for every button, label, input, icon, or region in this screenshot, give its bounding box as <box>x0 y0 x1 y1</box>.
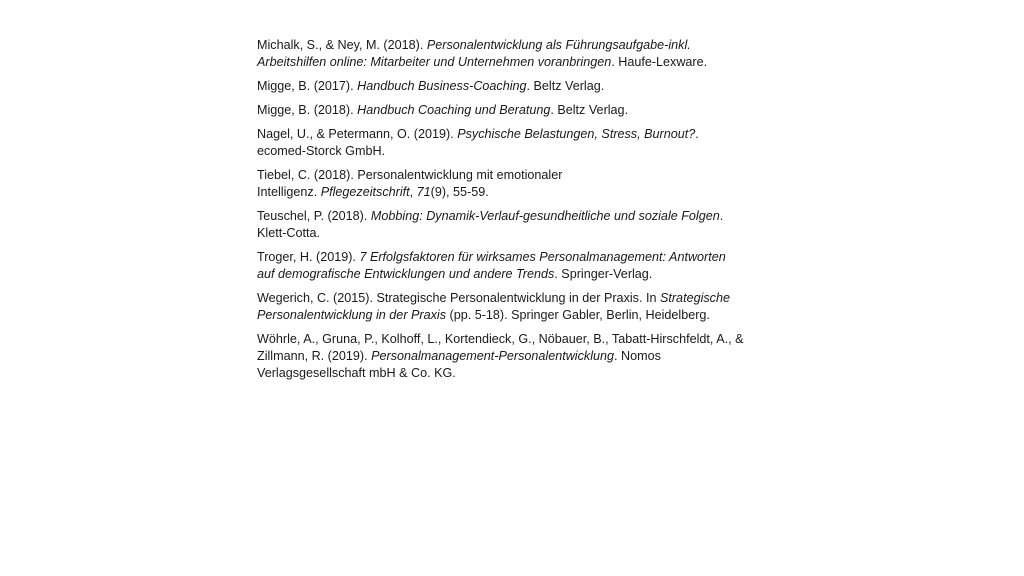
reference-text: Migge, B. (2018). <box>257 103 358 117</box>
reference-line <box>257 184 767 201</box>
reference-text: . <box>695 127 699 141</box>
reference-line <box>257 290 767 307</box>
reference-line <box>257 37 767 54</box>
reference-entry <box>257 78 767 95</box>
reference-line <box>257 365 767 382</box>
reference-italic-text: Handbuch Business-Coaching <box>357 79 527 93</box>
reference-list <box>257 37 767 389</box>
reference-text: , <box>409 185 417 199</box>
reference-line <box>257 102 767 119</box>
reference-line <box>257 126 767 143</box>
reference-text: Teuschel, P. (2018). <box>257 209 371 223</box>
reference-text: Wegerich, C. (2015). Strategische Personalentwicklung in der Praxis. In <box>257 291 660 305</box>
reference-text: . Nomos <box>614 349 661 363</box>
reference-text: Migge, B. (2017). <box>257 79 358 93</box>
reference-line <box>257 143 767 160</box>
reference-text: Wöhrle, A., Gruna, P., Kolhoff, L., Kortendieck, G., Nöbauer, B., Tabatt-Hirschfeldt, A., & <box>257 332 744 346</box>
reference-entry <box>257 37 767 71</box>
reference-text: ecomed-Storck GmbH. <box>257 144 386 158</box>
reference-italic-text: 71 <box>416 185 431 199</box>
reference-text: . <box>719 209 724 223</box>
reference-italic-text: 7 Erfolgsfaktoren für wirksames Personalmanagement: Antworten <box>359 250 726 264</box>
reference-italic-text: Personalentwicklung als Führungsaufgabe-inkl. <box>426 38 691 52</box>
reference-italic-text: Handbuch Coaching und Beratung <box>357 103 551 117</box>
reference-text: Tiebel, C. (2018). Personalentwicklung mit emotionaler <box>257 168 563 182</box>
reference-italic-text: Arbeitshilfen online: Mitarbeiter und Unternehmen voranbringen <box>257 55 612 69</box>
reference-text: . Haufe-Lexware. <box>611 55 708 69</box>
reference-line <box>257 249 767 266</box>
reference-line <box>257 208 767 225</box>
reference-text: Zillmann, R. (2019). <box>257 349 372 363</box>
reference-text: . Beltz Verlag. <box>550 103 629 117</box>
reference-line <box>257 54 767 71</box>
reference-line <box>257 167 767 184</box>
reference-text: Verlagsgesellschaft mbH & Co. KG. <box>257 366 456 380</box>
reference-entry <box>257 331 767 382</box>
reference-line <box>257 331 767 348</box>
reference-italic-text: auf demografische Entwicklungen und andere Trends <box>257 267 555 281</box>
reference-text: Michalk, S., & Ney, M. (2018). <box>257 38 427 52</box>
reference-italic-text: Personalmanagement-Personalentwicklung <box>371 349 615 363</box>
reference-text: (pp. 5-18). Springer Gabler, Berlin, Heidelberg. <box>446 308 710 322</box>
reference-text: Intelligenz. <box>257 185 321 199</box>
reference-text: Troger, H. (2019). <box>257 250 360 264</box>
reference-entry <box>257 208 767 242</box>
reference-text: Klett-Cotta. <box>257 226 320 240</box>
reference-entry <box>257 249 767 283</box>
reference-line <box>257 266 767 283</box>
reference-line <box>257 78 767 95</box>
reference-line <box>257 348 767 365</box>
reference-text: . Beltz Verlag. <box>526 79 605 93</box>
reference-text: . Springer-Verlag. <box>554 267 653 281</box>
reference-entry <box>257 126 767 160</box>
reference-line <box>257 307 767 324</box>
reference-text: (9), 55-59. <box>430 185 489 199</box>
reference-italic-text: Psychische Belastungen, Stress, Burnout? <box>457 127 696 141</box>
reference-italic-text: Pflegezeitschrift <box>320 185 410 199</box>
reference-italic-text: Mobbing: Dynamik-Verlauf-gesundheitliche und soziale Folgen <box>370 209 720 223</box>
reference-italic-text: Strategische <box>659 291 730 305</box>
reference-entry <box>257 290 767 324</box>
reference-text: Nagel, U., & Petermann, O. (2019). <box>257 127 458 141</box>
reference-italic-text: Personalentwicklung in der Praxis <box>257 308 446 322</box>
reference-entry <box>257 102 767 119</box>
reference-line <box>257 225 767 242</box>
reference-entry <box>257 167 767 201</box>
